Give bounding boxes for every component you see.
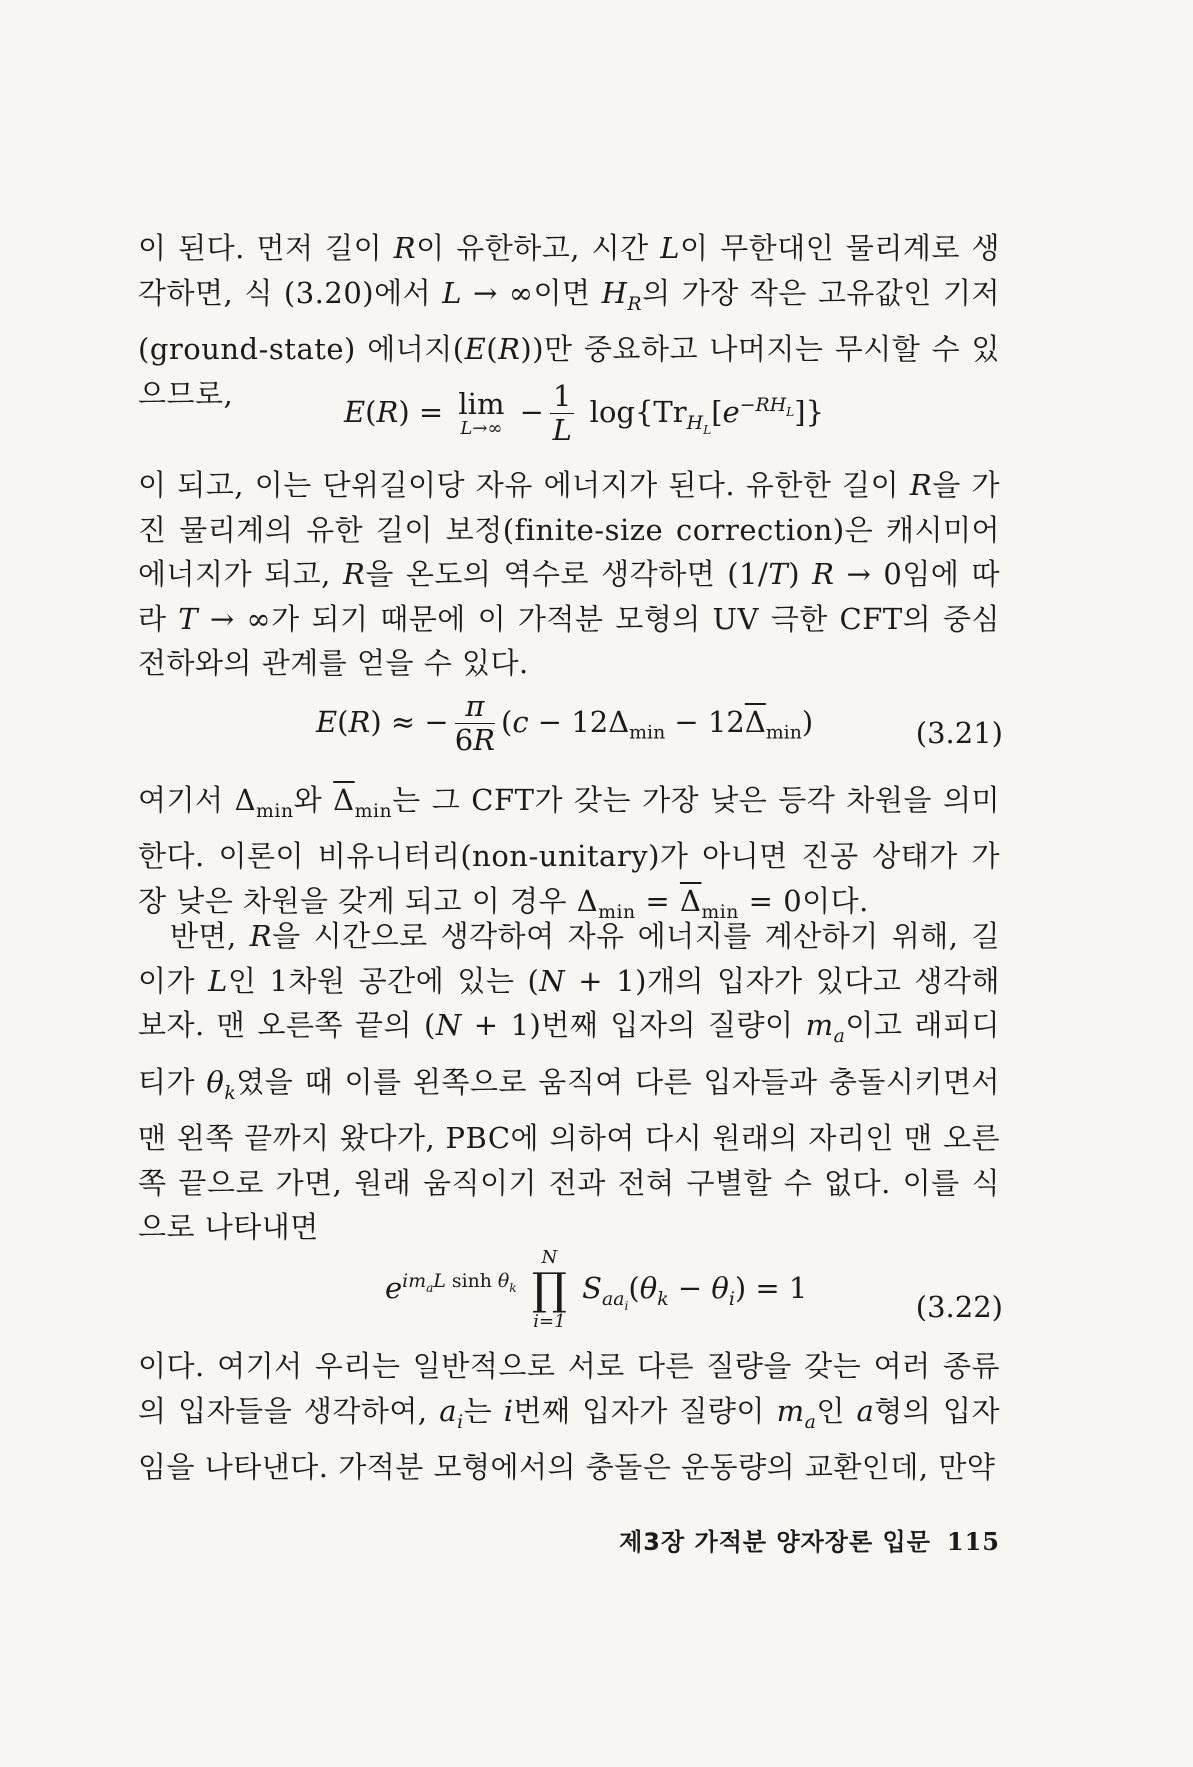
page-footer <box>560 1522 1000 1557</box>
equation-free-energy: E(R) = lim L→∞ − $\frac{1}{L}$ $\log\{Tr_{H_L}[e^{-RH_L}]\}$ <box>344 379 825 448</box>
paragraph-1: 이 된다. 먼저 길이 R이 유한하고, 시간 L이 무한대인 물리계로 생각하면, 식 (3.20)에서 L → ∞이면 $H_R$의 가장 작은 고유값인 기저(ground-state) 에너지(E(R))만 중요하고 나머지는 무시할 수 있으므로, <box>138 231 1001 411</box>
equation-3-21: E(R) ≈ − $\frac{\pi}{6R}$ $(c - 12\Delta_{min} - 12\overline{\Delta}_{min})$ <box>316 689 814 758</box>
equation-number-3-21: (3.21) <box>915 716 1003 750</box>
chapter-title: 제3장 가적분 양자장론 입문 <box>619 1528 931 1556</box>
paragraph-5: 이다. 여기서 우리는 일반적으로 서로 다른 질량을 갖는 여러 종류의 입자들을 생각하여, $a_i$는 i번째 입자가 질량이 $m_a$인 a형의 입자임을 나타낸다. 가적분 모형에서의 충돌은 운동량의 교환인데, 만약 <box>138 1349 1000 1484</box>
paragraph-4: 반면, R을 시간으로 생각하여 자유 에너지를 계산하기 위해, 길이가 L인 1차원 공간에 있는 (N + 1)개의 입자가 있다고 생각해 보자. 맨 오른쪽 끝의 (N + 1)번째 입자의 질량이 $m_a$이고 래피디티가 $\theta_k$였을 때 이를 왼쪽으로 움직여 다른 입자들과 충돌시키면서 맨 왼쪽 끝까지 왔다가, PBC에 의하여 다시 원래의 자리인 맨 오른쪽 끝으로 가면, 원래 움직이기 전과 전혀 구별할 수 없다. 이를 식으로 나타내면 <box>138 919 1001 1245</box>
equation-3-22: $e^{im_aL sinh \theta_k}$ N ∏ i=1 $S_{aa_i}(\theta_k - \theta_i) = 1$ <box>385 1247 808 1332</box>
paragraph-3: 여기서 $\Delta_{min}$와 $\overline{\Delta}_{min}$는 그 CFT가 갖는 가장 낮은 등각 차원을 의미한다. 이론이 비유니터리(non-unitary)가 아니면 진공 상태가 가장 낮은 차원을 갖게 되고 이 경우 $\Delta_{min} = \overline{\Delta}_{min} = 0$이다. <box>138 783 1000 923</box>
page-number: 115 <box>946 1527 1000 1556</box>
paragraph-2: 이 되고, 이는 단위길이당 자유 에너지가 된다. 유한한 길이 R을 가진 물리계의 유한 길이 보정(finite-size correction)은 캐시미어 에너지가 되고, R을 온도의 역수로 생각하면 (1/T) R → 0임에 따라 T → ∞가 되기 때문에 이 가적분 모형의 UV 극한 CFT의 중심 전하와의 관계를 얻을 수 있다. <box>138 468 1000 681</box>
equation-number-3-22: (3.22) <box>915 1290 1003 1324</box>
